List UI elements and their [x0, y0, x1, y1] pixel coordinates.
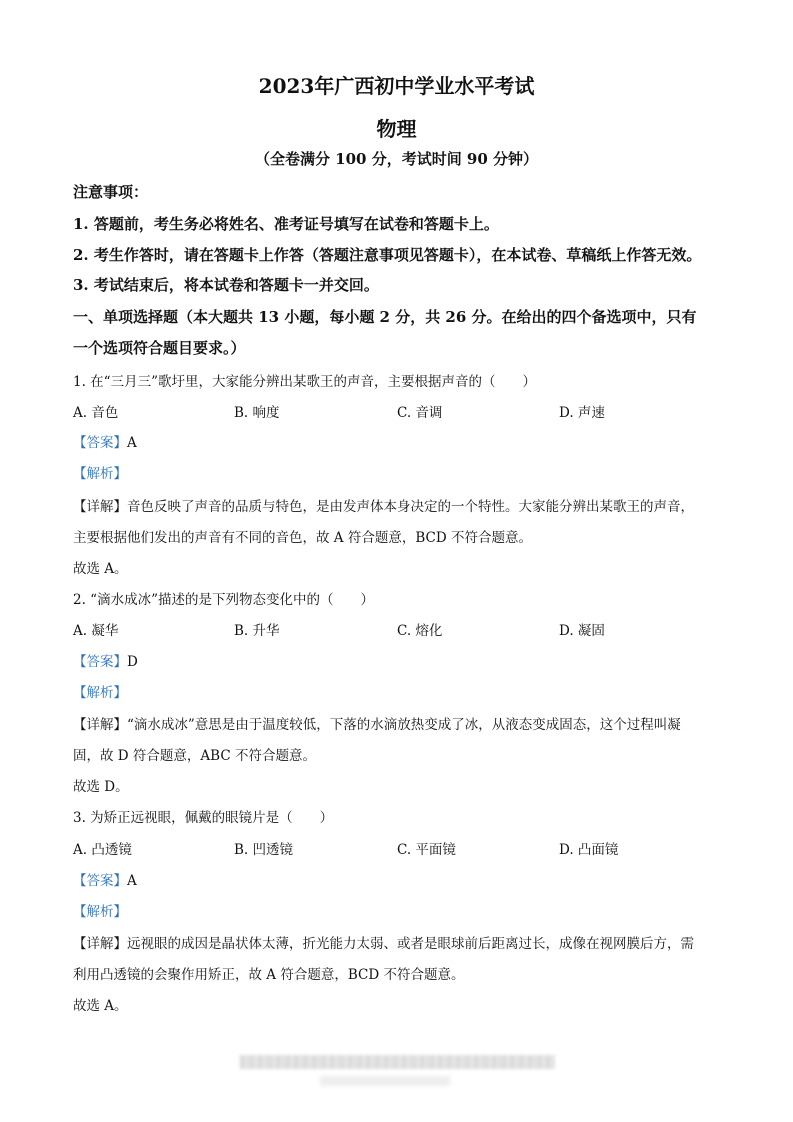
- answer-row: [73, 650, 138, 670]
- notice-heading: 注意事项：: [73, 183, 149, 201]
- detail-text: 音色反映了声音的品质与特色，是由发声体本身决定的一个特性。大家能分辨出某歌王的声音，: [127, 499, 694, 515]
- detail-text-cont: 固，故 D 符合题意，ABC 不符合题意。: [73, 748, 316, 764]
- answer-value: A: [127, 873, 137, 889]
- option-d: D. 凝固: [559, 623, 605, 639]
- section-heading-cont: 一个选项符合题目要求。）: [73, 339, 246, 357]
- option-d: D. 声速: [559, 405, 605, 421]
- subject-title: 物理: [376, 117, 417, 141]
- analysis-tag: 【解析】: [73, 904, 127, 920]
- blurred-footer-line: [320, 1076, 450, 1086]
- conclusion: 故选 D。: [73, 779, 129, 795]
- question-stem: 1. 在“三月三”歌圩里，大家能分辨出某歌王的声音，主要根据声音的（ ）: [73, 374, 536, 390]
- notice-item: 3. 考试结束后，将本试卷和答题卡一并交回。: [73, 276, 379, 294]
- conclusion: 故选 A。: [73, 561, 128, 577]
- notice-item: 1. 答题前，考生务必将姓名、准考证号填写在试卷和答题卡上。: [73, 215, 499, 233]
- question-stem: 2. “滴水成冰”描述的是下列物态变化中的（ ）: [73, 592, 374, 608]
- option-a: A. 音色: [73, 405, 119, 421]
- detail-row: [73, 932, 694, 952]
- detail-text: “滴水成冰”意思是由于温度较低，下落的水滴放热变成了冰，从液态变成固态，这个过程叫凝: [127, 717, 681, 733]
- answer-tag: 【答案】: [73, 654, 127, 670]
- option-b: B. 凹透镜: [234, 842, 294, 858]
- answer-tag: 【答案】: [73, 873, 127, 889]
- option-b: B. 升华: [234, 623, 280, 639]
- analysis-tag: 【解析】: [73, 466, 127, 482]
- notice-item: 2. 考生作答时，请在答题卡上作答（答题注意事项见答题卡），在本试卷、草稿纸上作答无效。: [73, 246, 702, 264]
- detail-text: 远视眼的成因是晶状体太薄，折光能力太弱、或者是眼球前后距离过长，成像在视网膜后方，需: [127, 936, 694, 952]
- blurred-footer: [240, 1055, 555, 1069]
- option-b: B. 响度: [234, 405, 280, 421]
- detail-text-cont: 利用凸透镜的会聚作用矫正，故 A 符合题意，BCD 不符合题意。: [73, 967, 465, 983]
- answer-tag: 【答案】: [73, 435, 127, 451]
- answer-row: [73, 431, 137, 451]
- analysis-tag: 【解析】: [73, 685, 127, 701]
- option-a: A. 凝华: [73, 623, 119, 639]
- exam-duration-note: （全卷满分 100 分，考试时间 90 分钟）: [254, 150, 539, 168]
- option-c: C. 音调: [397, 405, 443, 421]
- option-a: A. 凸透镜: [73, 842, 132, 858]
- option-c: C. 平面镜: [397, 842, 456, 858]
- detail-tag: 【详解】: [73, 936, 127, 952]
- detail-row: [73, 495, 694, 515]
- answer-value: A: [127, 435, 137, 451]
- section-heading: 一、单项选择题（本大题共 13 小题，每小题 2 分，共 26 分。在给出的四个备选项中，只有: [73, 308, 697, 326]
- conclusion: 故选 A。: [73, 998, 128, 1014]
- option-d: D. 凸面镜: [559, 842, 619, 858]
- question-stem: 3. 为矫正远视眼，佩戴的眼镜片是（ ）: [73, 810, 334, 826]
- answer-row: [73, 869, 137, 889]
- detail-tag: 【详解】: [73, 717, 127, 733]
- exam-title: 2023年广西初中学业水平考试: [258, 74, 535, 98]
- detail-text-cont: 主要根据他们发出的声音有不同的音色，故 A 符合题意，BCD 不符合题意。: [73, 530, 532, 546]
- detail-tag: 【详解】: [73, 499, 127, 515]
- detail-row: [73, 713, 681, 733]
- answer-value: D: [127, 654, 138, 670]
- option-c: C. 熔化: [397, 623, 443, 639]
